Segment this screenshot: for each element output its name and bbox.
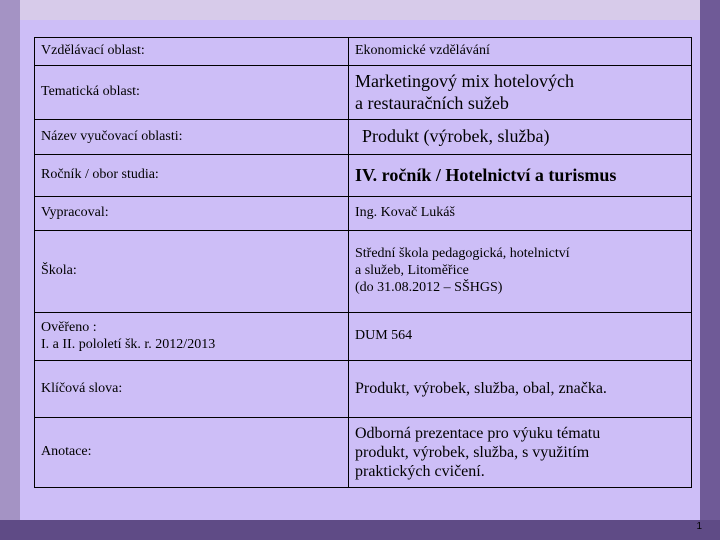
row-label-overeno: Ověřeno : I. a II. pololetí šk. r. 2012/2013: [35, 313, 349, 361]
slide-panel: [20, 20, 700, 520]
row-value-rocnik-obor: IV. ročník / Hotelnictví a turismus: [349, 155, 692, 197]
row-value-tematicka-oblast: Marketingový mix hotelových a restauračních sužeb: [349, 66, 692, 120]
row-value-nazev-vyucovaci-oblasti: Produkt (výrobek, služba): [349, 120, 692, 155]
table-row: [35, 418, 692, 488]
table-row: [35, 66, 692, 120]
frame-top-bevel: [0, 0, 720, 20]
table-row: [35, 313, 692, 361]
table-row: [35, 361, 692, 418]
row-label-tematicka-oblast: Tematická oblast:: [35, 66, 349, 120]
frame-bottom-bevel: [0, 520, 720, 540]
row-value-anotace: Odborná prezentace pro výuku tématu produkt, výrobek, služba, s využitím praktických cvičení.: [349, 418, 692, 488]
table-row: [35, 155, 692, 197]
row-value-skola: Střední škola pedagogická, hotelnictví a služeb, Litoměřice (do 31.08.2012 – SŠHGS): [349, 231, 692, 313]
metadata-table: [34, 37, 692, 488]
row-label-vypracoval: Vypracoval:: [35, 197, 349, 231]
frame-left-bevel: [0, 0, 20, 540]
row-label-vzdelavaci-oblast: Vzdělávací oblast:: [35, 38, 349, 66]
row-label-rocnik-obor: Ročník / obor studia:: [35, 155, 349, 197]
row-value-vzdelavaci-oblast: Ekonomické vzdělávání: [349, 38, 692, 66]
table-row: [35, 231, 692, 313]
row-value-klicova-slova: Produkt, výrobek, služba, obal, značka.: [349, 361, 692, 418]
row-value-overeno: DUM 564: [349, 313, 692, 361]
row-label-klicova-slova: Klíčová slova:: [35, 361, 349, 418]
row-label-anotace: Anotace:: [35, 418, 349, 488]
row-label-skola: Škola:: [35, 231, 349, 313]
frame-right-bevel: [700, 0, 720, 540]
table-row: [35, 38, 692, 66]
page-number: 1: [696, 521, 702, 532]
row-label-nazev-vyucovaci-oblasti: Název vyučovací oblasti:: [35, 120, 349, 155]
table-row: [35, 120, 692, 155]
row-value-vypracoval: Ing. Kovač Lukáš: [349, 197, 692, 231]
table-row: [35, 197, 692, 231]
